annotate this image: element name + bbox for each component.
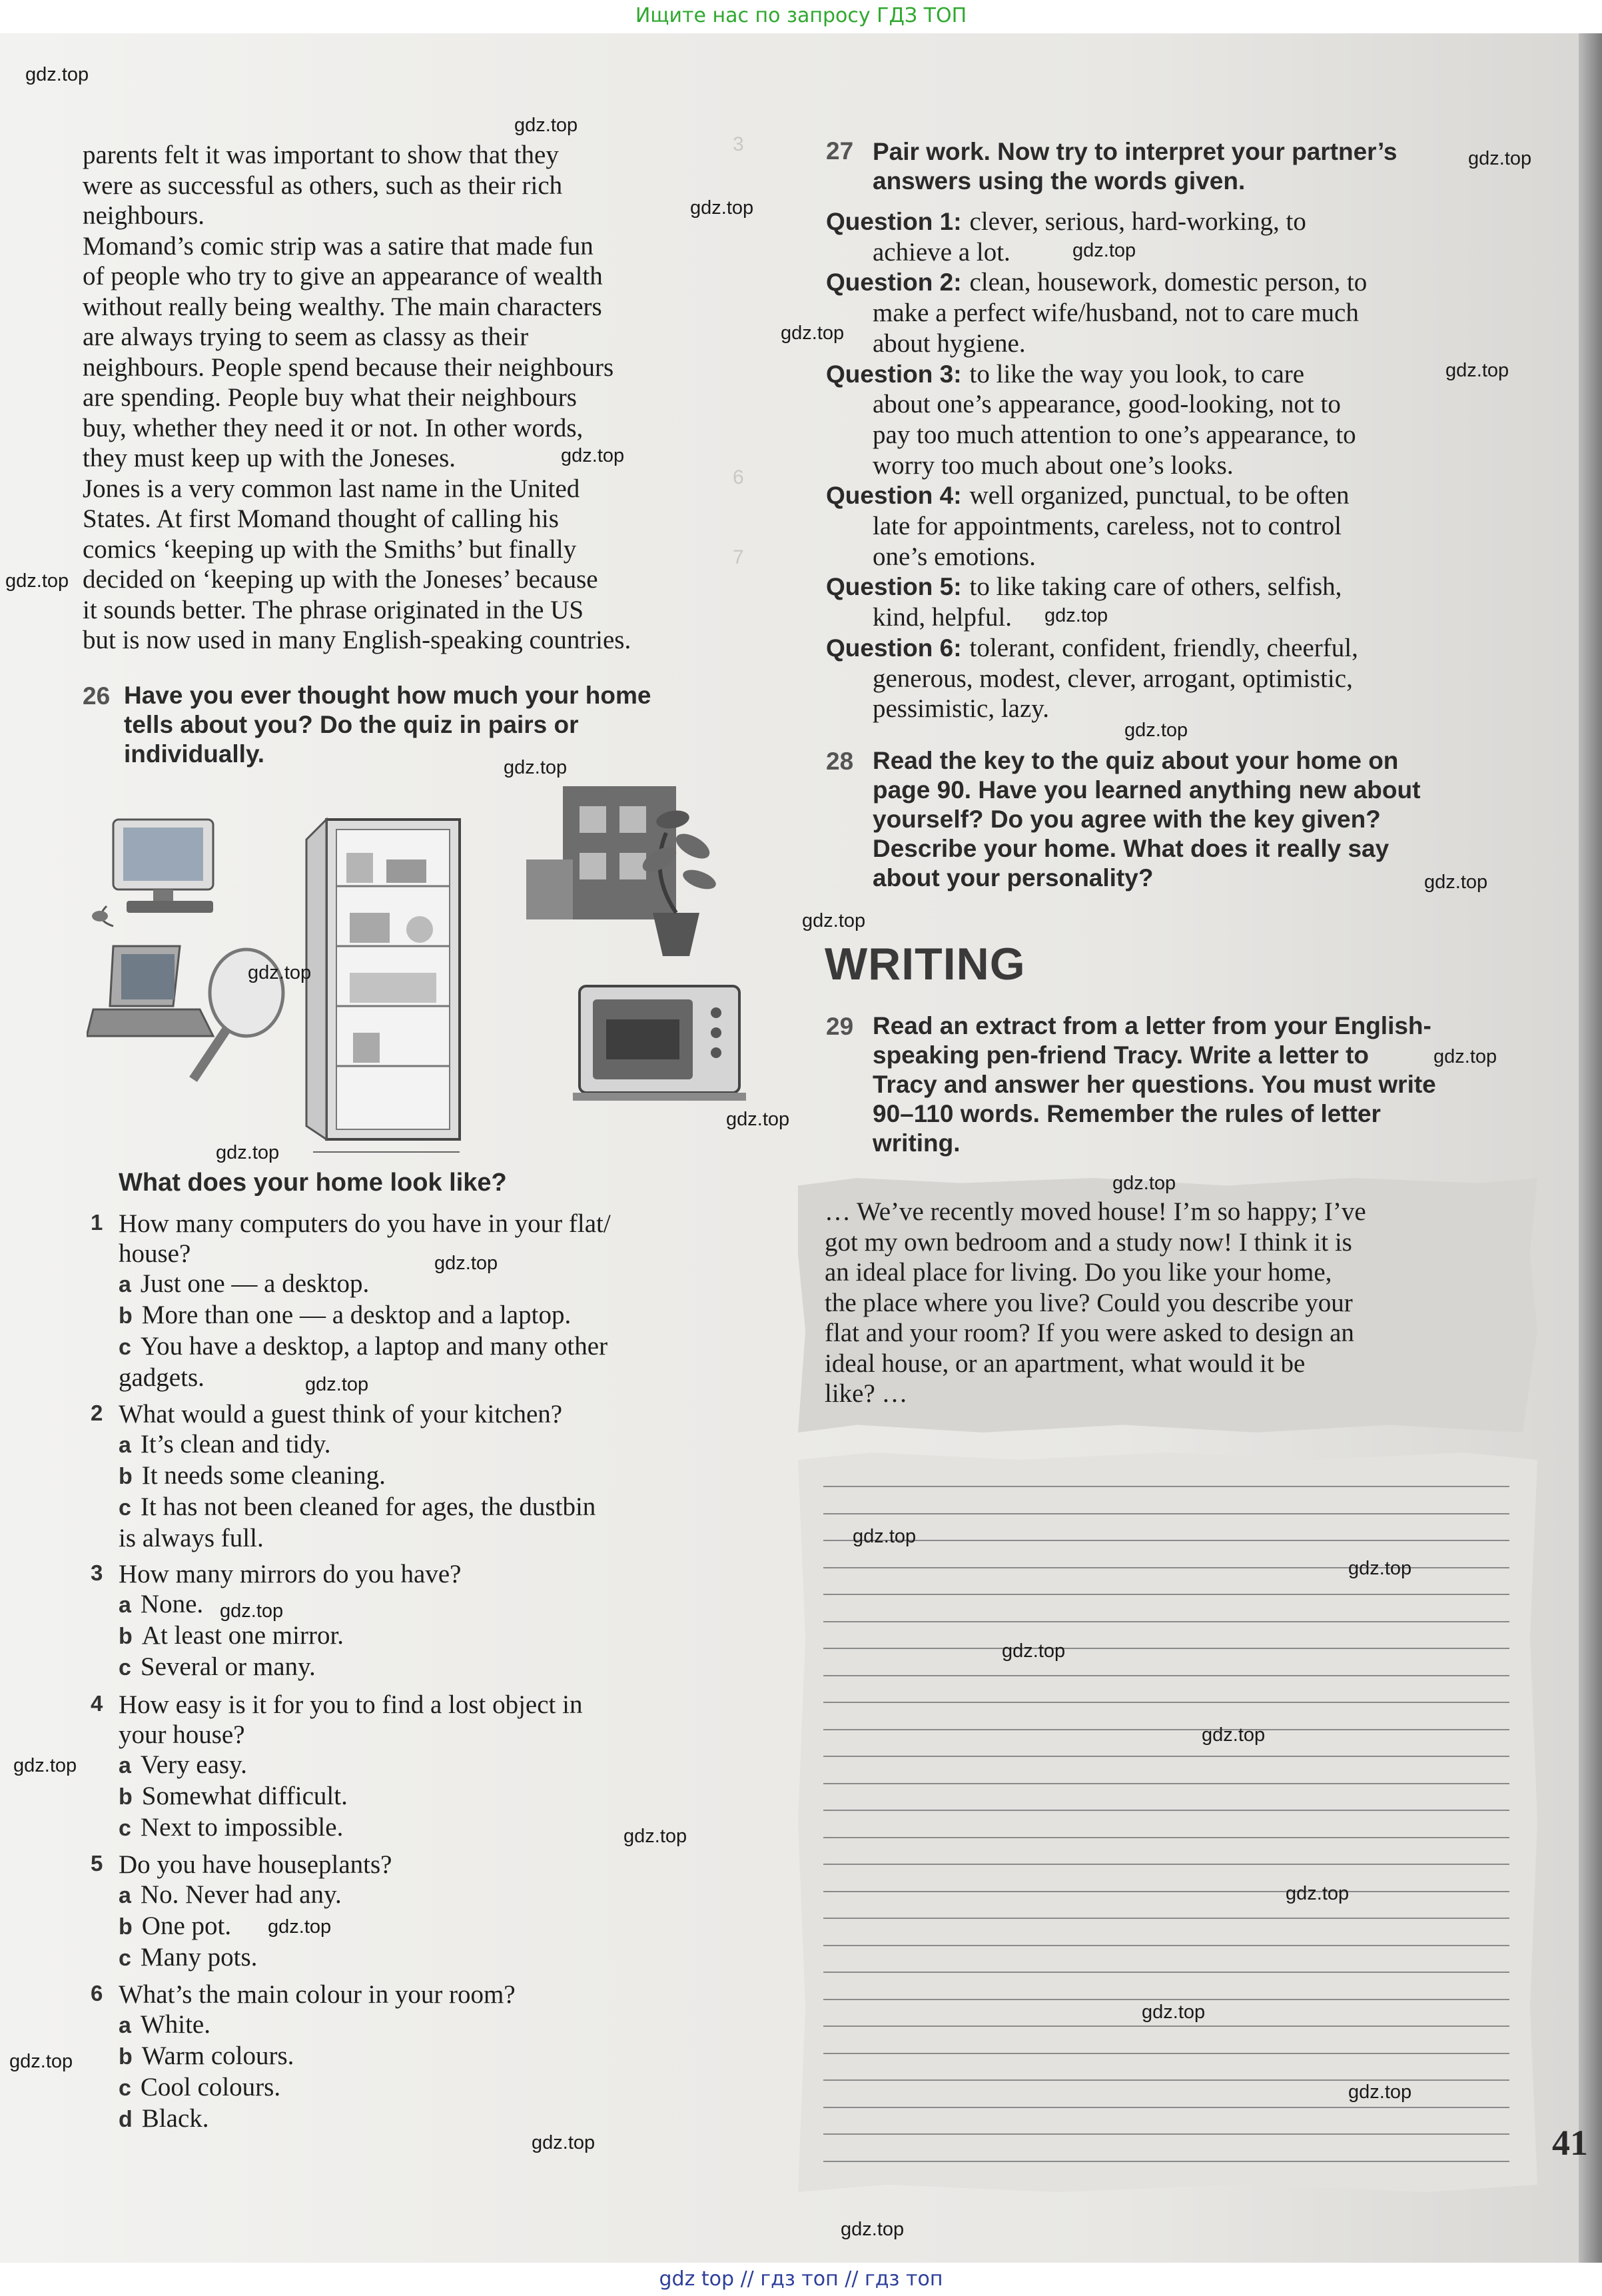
- watermark: gdz.top: [216, 1142, 280, 1163]
- option-text: It needs some cleaning.: [141, 1460, 386, 1490]
- interpretation-line: [826, 602, 1532, 633]
- watermark: gdz.top: [853, 1526, 917, 1547]
- writing-line[interactable]: [823, 1999, 1509, 2000]
- option-text: One pot.: [141, 1912, 232, 1940]
- answer-option[interactable]: [119, 1363, 758, 1393]
- answer-option[interactable]: [119, 2009, 758, 2041]
- interpretation-text: pessimistic, lazy.: [873, 694, 1050, 724]
- writing-line[interactable]: [823, 1756, 1509, 1757]
- option-letter: a: [119, 2013, 131, 2039]
- instruction-line: Read the key to the quiz about your home on: [873, 747, 1399, 774]
- option-letter: b: [119, 1784, 133, 1810]
- exercise-27-instruction: [873, 137, 1512, 196]
- option-letter: c: [119, 1335, 131, 1360]
- paragraph-line: buy, whether they need it or not. In other words,: [83, 413, 584, 442]
- microwave-oven-icon: [573, 986, 746, 1101]
- watermark: gdz.top: [434, 1253, 498, 1274]
- interpretation-text: clean, housework, domestic person, to: [969, 268, 1368, 297]
- option-text: At least one mirror.: [141, 1621, 344, 1650]
- watermark: gdz.top: [25, 64, 89, 85]
- writing-line[interactable]: [823, 1540, 1509, 1541]
- answer-option[interactable]: [119, 1750, 758, 1781]
- paragraph-line: decided on ‘keeping up with the Joneses’ because: [83, 565, 598, 594]
- paragraph-line: neighbours.: [83, 201, 205, 230]
- question-label: Question 1:: [826, 208, 962, 235]
- answer-option[interactable]: [119, 1589, 758, 1620]
- watermark: gdz.top: [781, 322, 845, 344]
- option-letter: a: [119, 1883, 131, 1908]
- answer-option[interactable]: [119, 1911, 758, 1942]
- bleed-through-text: 7: [733, 546, 744, 568]
- option-text: Warm colours.: [141, 2041, 294, 2071]
- bleed-through-text: 6: [733, 466, 744, 488]
- interpretation-text: kind, helpful.: [873, 603, 1012, 632]
- instruction-line: speaking pen-friend Tracy. Write a letter to: [873, 1041, 1369, 1069]
- option-text: No. Never had any.: [140, 1880, 342, 1909]
- question-line: your house?: [119, 1720, 245, 1749]
- option-letter: c: [119, 1655, 131, 1681]
- option-text: gadgets.: [119, 1363, 204, 1392]
- interpretation-line: [826, 420, 1532, 450]
- paragraph-line: are always trying to seem as classy as their: [83, 322, 529, 351]
- interpretation-line: [826, 542, 1532, 572]
- watermark: gdz.top: [1142, 2002, 1206, 2023]
- watermark: gdz.top: [1044, 605, 1108, 626]
- watermark: gdz.top: [1124, 720, 1188, 741]
- exercise-29-number: 29: [826, 1013, 854, 1040]
- option-letter: a: [119, 1592, 131, 1618]
- exercise-26-instruction: [124, 681, 763, 769]
- answer-option[interactable]: [119, 1331, 758, 1363]
- question-line: house?: [119, 1239, 191, 1268]
- quiz-question: [119, 1559, 758, 1683]
- interpretation-line: [826, 511, 1532, 542]
- option-text: It has not been cleaned for ages, the dustbin: [140, 1492, 596, 1521]
- interpretation-item: [826, 572, 1532, 632]
- answer-option[interactable]: [119, 1781, 758, 1812]
- option-letter: a: [119, 1752, 131, 1778]
- writing-line[interactable]: [823, 2079, 1509, 2081]
- interpretation-text: about one’s appearance, good-looking, not to: [873, 390, 1341, 419]
- option-text: It’s clean and tidy.: [140, 1429, 331, 1458]
- watermark: gdz.top: [1424, 871, 1488, 893]
- writing-line[interactable]: [823, 1864, 1509, 1865]
- interpretation-line: [826, 237, 1532, 268]
- writing-line[interactable]: [823, 1972, 1509, 1973]
- writing-line[interactable]: [823, 1783, 1509, 1784]
- instruction-line: Describe your home. What does it really say: [873, 835, 1390, 862]
- watermark: gdz.top: [1433, 1046, 1497, 1067]
- watermark: gdz.top: [248, 962, 312, 983]
- answer-option[interactable]: [119, 1523, 758, 1553]
- interpretation-text: worry too much about one’s looks.: [873, 450, 1234, 480]
- paragraph-line: they must keep up with the Joneses.: [83, 444, 456, 472]
- desktop-computer-icon: [92, 820, 213, 926]
- exercise-28-instruction: [873, 746, 1512, 893]
- writing-line[interactable]: [823, 1891, 1509, 1892]
- interpretation-item: [826, 359, 1532, 481]
- option-text: White.: [140, 2010, 210, 2039]
- option-text: is always full.: [119, 1523, 264, 1552]
- option-text: Just one — a desktop.: [140, 1269, 370, 1298]
- paragraph-line: States. At first Momand thought of calling his: [83, 504, 559, 533]
- interpretation-text: one’s emotions.: [873, 542, 1036, 571]
- answer-option[interactable]: [119, 2072, 758, 2103]
- question-line: How many mirrors do you have?: [119, 1560, 462, 1589]
- paragraph-line: Momand’s comic strip was a satire that made fun: [83, 231, 594, 261]
- answer-option[interactable]: [119, 1460, 758, 1492]
- writing-line[interactable]: [823, 1648, 1509, 1649]
- paragraph-line: parents felt it was important to show that they: [83, 141, 559, 169]
- watermark: gdz.top: [9, 2051, 73, 2072]
- answer-option[interactable]: [119, 1429, 758, 1460]
- instruction-line: answers using the words given.: [873, 167, 1246, 195]
- interpretation-line: [826, 633, 1532, 664]
- interpretation-item: [826, 207, 1532, 267]
- question-line: What’s the main colour in your room?: [119, 1980, 516, 2009]
- watermark: gdz.top: [726, 1109, 790, 1130]
- home-objects-illustration: [87, 780, 753, 1153]
- watermark: gdz.top: [561, 445, 625, 466]
- letter-extract-text: [825, 1197, 1531, 1409]
- watermark: gdz.top: [220, 1600, 284, 1622]
- instruction-line: tells about you? Do the quiz in pairs or: [124, 711, 579, 738]
- writing-line[interactable]: [823, 2025, 1509, 2027]
- interpretation-line: [826, 207, 1532, 237]
- interpretation-line: [826, 572, 1532, 602]
- writing-line[interactable]: [823, 1621, 1509, 1622]
- writing-heading: WRITING: [825, 939, 1026, 989]
- quiz-question: [119, 1209, 758, 1393]
- paragraph-line: comics ‘keeping up with the Smiths’ but finally: [83, 534, 577, 564]
- page-edge-shadow: [1579, 33, 1602, 2263]
- quiz-question: [119, 1980, 758, 2135]
- laptop-icon: [87, 946, 213, 1036]
- question-label: Question 5:: [826, 573, 962, 601]
- option-text: None.: [140, 1590, 204, 1619]
- watermark: gdz.top: [268, 1916, 332, 1938]
- writing-line[interactable]: [823, 1918, 1509, 1919]
- watermark: gdz.top: [690, 197, 754, 219]
- question-number: 6: [91, 1981, 103, 2006]
- watermark: gdz.top: [1468, 148, 1532, 169]
- interpretation-line: [826, 389, 1532, 420]
- watermark: gdz.top: [1112, 1173, 1176, 1194]
- watermark: gdz.top: [1348, 2081, 1412, 2103]
- question-line: How easy is it for you to find a lost object in: [119, 1690, 583, 1719]
- question-number: 1: [91, 1210, 103, 1235]
- question-number: 2: [91, 1400, 103, 1425]
- watermark: gdz.top: [1002, 1640, 1066, 1662]
- paragraph-line: Jones is a very common last name in the United: [83, 474, 580, 503]
- exercise-29-instruction: [873, 1011, 1512, 1158]
- exercise-27-number: 27: [826, 137, 854, 165]
- interpretation-line: [826, 450, 1532, 481]
- watermark: gdz.top: [1072, 240, 1136, 261]
- instruction-line: writing.: [873, 1129, 961, 1157]
- option-letter: c: [119, 1946, 131, 1971]
- paragraph-line: neighbours. People spend because their neighbours: [83, 352, 614, 382]
- interpretation-line: [826, 328, 1532, 359]
- question-number: 5: [91, 1851, 103, 1876]
- question-number: 3: [91, 1560, 103, 1586]
- letter-line: ideal house, or an apartment, what would it be: [825, 1349, 1306, 1378]
- page-number: 41: [1552, 2123, 1588, 2163]
- instruction-line: Have you ever thought how much your home: [124, 682, 651, 709]
- answer-option[interactable]: [119, 1880, 758, 1911]
- option-letter: a: [119, 1432, 131, 1458]
- writing-line[interactable]: [823, 2107, 1509, 2108]
- bottom-banner[interactable]: gdz top // гдз топ // гдз топ: [0, 2263, 1602, 2296]
- open-fridge-icon: [306, 820, 460, 1153]
- watermark: gdz.top: [1286, 1883, 1350, 1904]
- question-line: Do you have houseplants?: [119, 1850, 392, 1879]
- option-letter: c: [119, 1494, 131, 1520]
- interpretation-item: [826, 633, 1532, 724]
- answer-option[interactable]: [119, 1492, 758, 1523]
- writing-line[interactable]: [823, 1810, 1509, 1811]
- option-letter: a: [119, 1272, 131, 1297]
- option-letter: d: [119, 2107, 133, 2133]
- writing-line[interactable]: [823, 1675, 1509, 1676]
- option-letter: b: [119, 1624, 133, 1650]
- option-text: Very easy.: [140, 1750, 247, 1779]
- paragraph-line: were as successful as others, such as their rich: [83, 171, 563, 200]
- option-letter: b: [119, 1463, 133, 1489]
- answer-option[interactable]: [119, 1942, 758, 1974]
- letter-line: … We’ve recently moved house! I’m so happy; I’ve: [825, 1197, 1366, 1226]
- writing-answer-box[interactable]: [798, 1452, 1537, 2192]
- watermark: gdz.top: [305, 1374, 369, 1395]
- watermark: gdz.top: [532, 2132, 596, 2153]
- letter-line: flat and your room? If you were asked to design an: [825, 1319, 1354, 1347]
- instruction-line: individually.: [124, 740, 265, 768]
- letter-line: got my own bedroom and a study now! I think it is: [825, 1227, 1352, 1257]
- answer-option[interactable]: [119, 1300, 758, 1331]
- interpretation-line: [826, 664, 1532, 694]
- interpretation-item: [826, 267, 1532, 358]
- watermark: gdz.top: [1445, 360, 1509, 381]
- interpretation-text: generous, modest, clever, arrogant, optimistic,: [873, 664, 1353, 693]
- writing-line[interactable]: [823, 1945, 1509, 1946]
- watermark: gdz.top: [841, 2219, 905, 2240]
- quiz-title: What does your home look like?: [119, 1169, 507, 1197]
- letter-line: the place where you live? Could you describe your: [825, 1288, 1353, 1317]
- writing-line[interactable]: [823, 2133, 1509, 2135]
- option-letter: c: [119, 1815, 131, 1841]
- interpretation-text: make a perfect wife/husband, not to care much: [873, 298, 1359, 328]
- exercise-26-number: 26: [83, 682, 111, 710]
- option-text: Black.: [141, 2104, 209, 2133]
- option-letter: b: [119, 1914, 133, 1940]
- letter-line: an ideal place for living. Do you like your home,: [825, 1258, 1332, 1287]
- question-label: Question 3:: [826, 360, 962, 388]
- writing-line[interactable]: [823, 1594, 1509, 1595]
- question-line: What would a guest think of your kitchen?: [119, 1399, 563, 1429]
- interpretation-text: late for appointments, careless, not to control: [873, 512, 1342, 540]
- writing-line[interactable]: [823, 1702, 1509, 1703]
- interpretation-text: well organized, punctual, to be often: [969, 481, 1350, 510]
- watermark: gdz.top: [802, 910, 866, 931]
- option-letter: b: [119, 2044, 133, 2070]
- writing-line[interactable]: [823, 1486, 1509, 1487]
- answer-option[interactable]: [119, 2041, 758, 2072]
- option-letter: b: [119, 1303, 133, 1329]
- option-text: Next to impossible.: [140, 1812, 344, 1842]
- interpretation-text: tolerant, confident, friendly, cheerful,: [969, 633, 1358, 662]
- watermark: gdz.top: [504, 757, 568, 778]
- writing-line[interactable]: [823, 2053, 1509, 2054]
- watermark: gdz.top: [13, 1755, 77, 1776]
- paragraph-line: it sounds better. The phrase originated in the US: [83, 595, 584, 624]
- letter-line: like? …: [825, 1379, 908, 1408]
- paragraph-line: but is now used in many English-speaking countries.: [83, 626, 631, 654]
- question-label: Question 6:: [826, 634, 962, 662]
- option-text: Somewhat difficult.: [141, 1781, 348, 1810]
- home-objects-illustration-svg: [87, 780, 753, 1153]
- instruction-line: Read an extract from a letter from your English-: [873, 1012, 1431, 1039]
- quiz-question: [119, 1850, 758, 1974]
- interpretation-line: [826, 359, 1532, 390]
- interpretation-text: to like the way you look, to care: [969, 359, 1305, 388]
- option-text: Several or many.: [140, 1652, 316, 1682]
- paragraph-line: of people who try to give an appearance of wealth: [83, 262, 603, 290]
- quiz-question: [119, 1690, 758, 1844]
- watermark: gdz.top: [1348, 1558, 1412, 1579]
- answer-option[interactable]: [119, 2103, 758, 2135]
- interpretation-line: [826, 267, 1532, 298]
- instruction-line: Tracy and answer her questions. You must write: [873, 1071, 1436, 1098]
- watermark: gdz.top: [5, 570, 69, 592]
- watermark: gdz.top: [623, 1826, 687, 1847]
- exercise-28-number: 28: [826, 748, 854, 775]
- instruction-line: page 90. Have you learned anything new about: [873, 776, 1421, 804]
- writing-line[interactable]: [823, 2161, 1509, 2162]
- instruction-line: Pair work. Now try to interpret your partner’s: [873, 138, 1398, 165]
- interpretation-text: to like taking care of others, selfish,: [969, 572, 1342, 602]
- interpretation-text: about hygiene.: [873, 328, 1026, 358]
- answer-option[interactable]: [119, 1620, 758, 1652]
- paragraph-line: without really being wealthy. The main characters: [83, 292, 602, 321]
- option-text: Many pots.: [140, 1943, 258, 1972]
- question-label: Question 2:: [826, 269, 962, 296]
- question-number: 4: [91, 1690, 103, 1716]
- watermark: gdz.top: [1202, 1724, 1266, 1746]
- interpretation-line: [826, 298, 1532, 328]
- interpretation-item: [826, 480, 1532, 572]
- interpretation-text: clever, serious, hard-working, to: [969, 207, 1306, 236]
- writing-line[interactable]: [823, 1729, 1509, 1730]
- quiz-question: [119, 1399, 758, 1553]
- question-label: Question 4:: [826, 482, 962, 510]
- writing-line[interactable]: [823, 1837, 1509, 1838]
- interpretation-text: pay too much attention to one’s appearance, to: [873, 420, 1356, 449]
- instruction-line: 90–110 words. Remember the rules of letter: [873, 1100, 1381, 1127]
- answer-option[interactable]: [119, 1652, 758, 1683]
- instruction-line: about your personality?: [873, 864, 1154, 891]
- intro-paragraph: [83, 140, 762, 656]
- instruction-line: yourself? Do you agree with the key given?: [873, 806, 1381, 833]
- writing-line[interactable]: [823, 1513, 1509, 1514]
- paragraph-line: are spending. People buy what their neighbours: [83, 383, 577, 412]
- top-banner[interactable]: Ищите нас по запросу ГДЗ ТОП: [0, 0, 1602, 33]
- option-text: You have a desktop, a laptop and many other: [140, 1332, 608, 1361]
- question-line: How many computers do you have in your flat/: [119, 1209, 611, 1238]
- option-text: More than one — a desktop and a laptop.: [141, 1301, 572, 1329]
- option-text: Cool colours.: [140, 2073, 281, 2102]
- interpretation-text: achieve a lot.: [873, 237, 1010, 267]
- interpretation-line: [826, 480, 1532, 511]
- watermark: gdz.top: [514, 115, 578, 136]
- option-letter: c: [119, 2075, 131, 2101]
- bleed-through-text: 3: [733, 133, 744, 155]
